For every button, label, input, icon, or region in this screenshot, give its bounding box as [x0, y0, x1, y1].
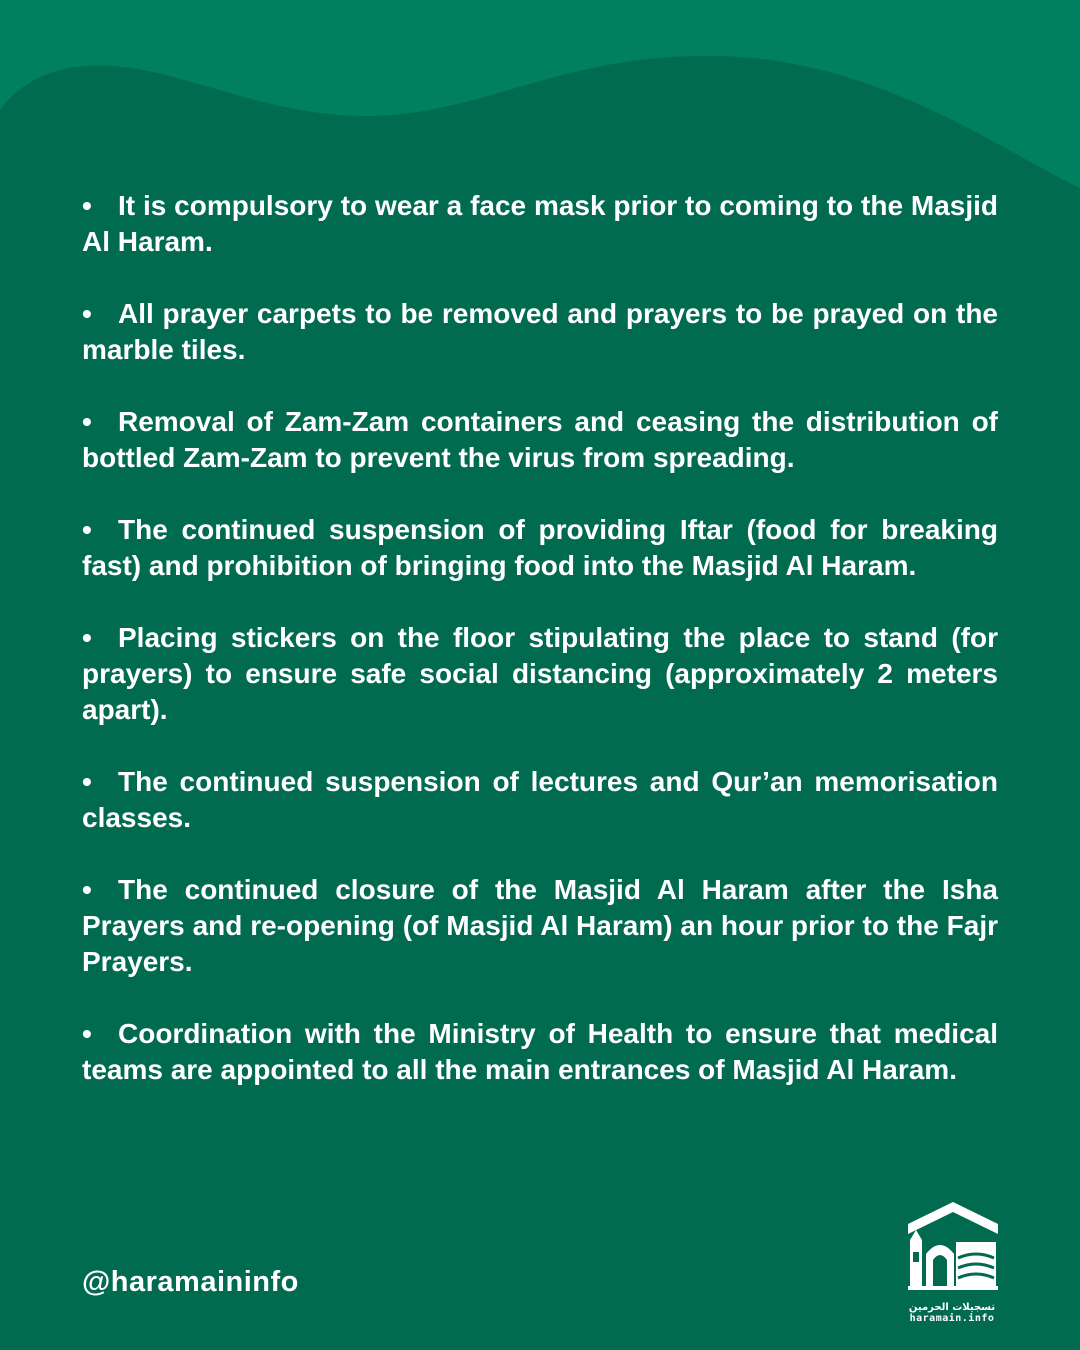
bullet-item-6: [82, 764, 998, 836]
logo-arabic-text: تسجيلات الحرمين: [908, 1302, 996, 1313]
bullet-item-3: [82, 404, 998, 476]
kaaba-mosque-logo-icon: [902, 1196, 1004, 1318]
bullet-text: The continued suspension of lectures and Qur’an memorisation classes.: [82, 766, 998, 833]
bullet-symbol: •: [82, 766, 92, 797]
bullet-text: Placing stickers on the floor stipulating the place to stand (for prayers) to ensure safe social distancing (approximately 2 meters apart).: [82, 622, 998, 725]
social-handle: @haramaininfo: [82, 1266, 299, 1298]
logo-caption: [900, 1302, 1004, 1324]
bullet-item-8: [82, 1016, 998, 1088]
bullet-symbol: •: [82, 298, 92, 329]
bullet-symbol: •: [82, 514, 92, 545]
bullet-symbol: •: [82, 1018, 92, 1049]
background-wave: [0, 0, 1080, 200]
bullet-symbol: •: [82, 190, 92, 221]
logo-domain-text: haramain.info: [909, 1313, 995, 1324]
bullet-text: Removal of Zam-Zam containers and ceasing the distribution of bottled Zam-Zam to prevent the virus from spreading.: [82, 406, 998, 473]
bullet-symbol: •: [82, 406, 92, 437]
bullet-text: It is compulsory to wear a face mask prior to coming to the Masjid Al Haram.: [82, 190, 998, 257]
bullet-symbol: •: [82, 622, 92, 653]
bullet-text: Coordination with the Ministry of Health to ensure that medical teams are appointed to all the main entrances of Masjid Al Haram.: [82, 1018, 998, 1085]
bullet-text: All prayer carpets to be removed and prayers to be prayed on the marble tiles.: [82, 298, 998, 365]
bullet-text: The continued suspension of providing Iftar (food for breaking fast) and prohibition of bringing food into the Masjid Al Haram.: [82, 514, 998, 581]
bullet-item-1: [82, 188, 998, 260]
bullet-item-7: [82, 872, 998, 980]
bullet-text: The continued closure of the Masjid Al Haram after the Isha Prayers and re-opening (of Masjid Al Haram) an hour prior to the Fajr Prayers.: [82, 874, 998, 977]
bullet-item-4: [82, 512, 998, 584]
bullet-list: [82, 188, 998, 1124]
bullet-symbol: •: [82, 874, 92, 905]
bullet-item-5: [82, 620, 998, 728]
bullet-item-2: [82, 296, 998, 368]
